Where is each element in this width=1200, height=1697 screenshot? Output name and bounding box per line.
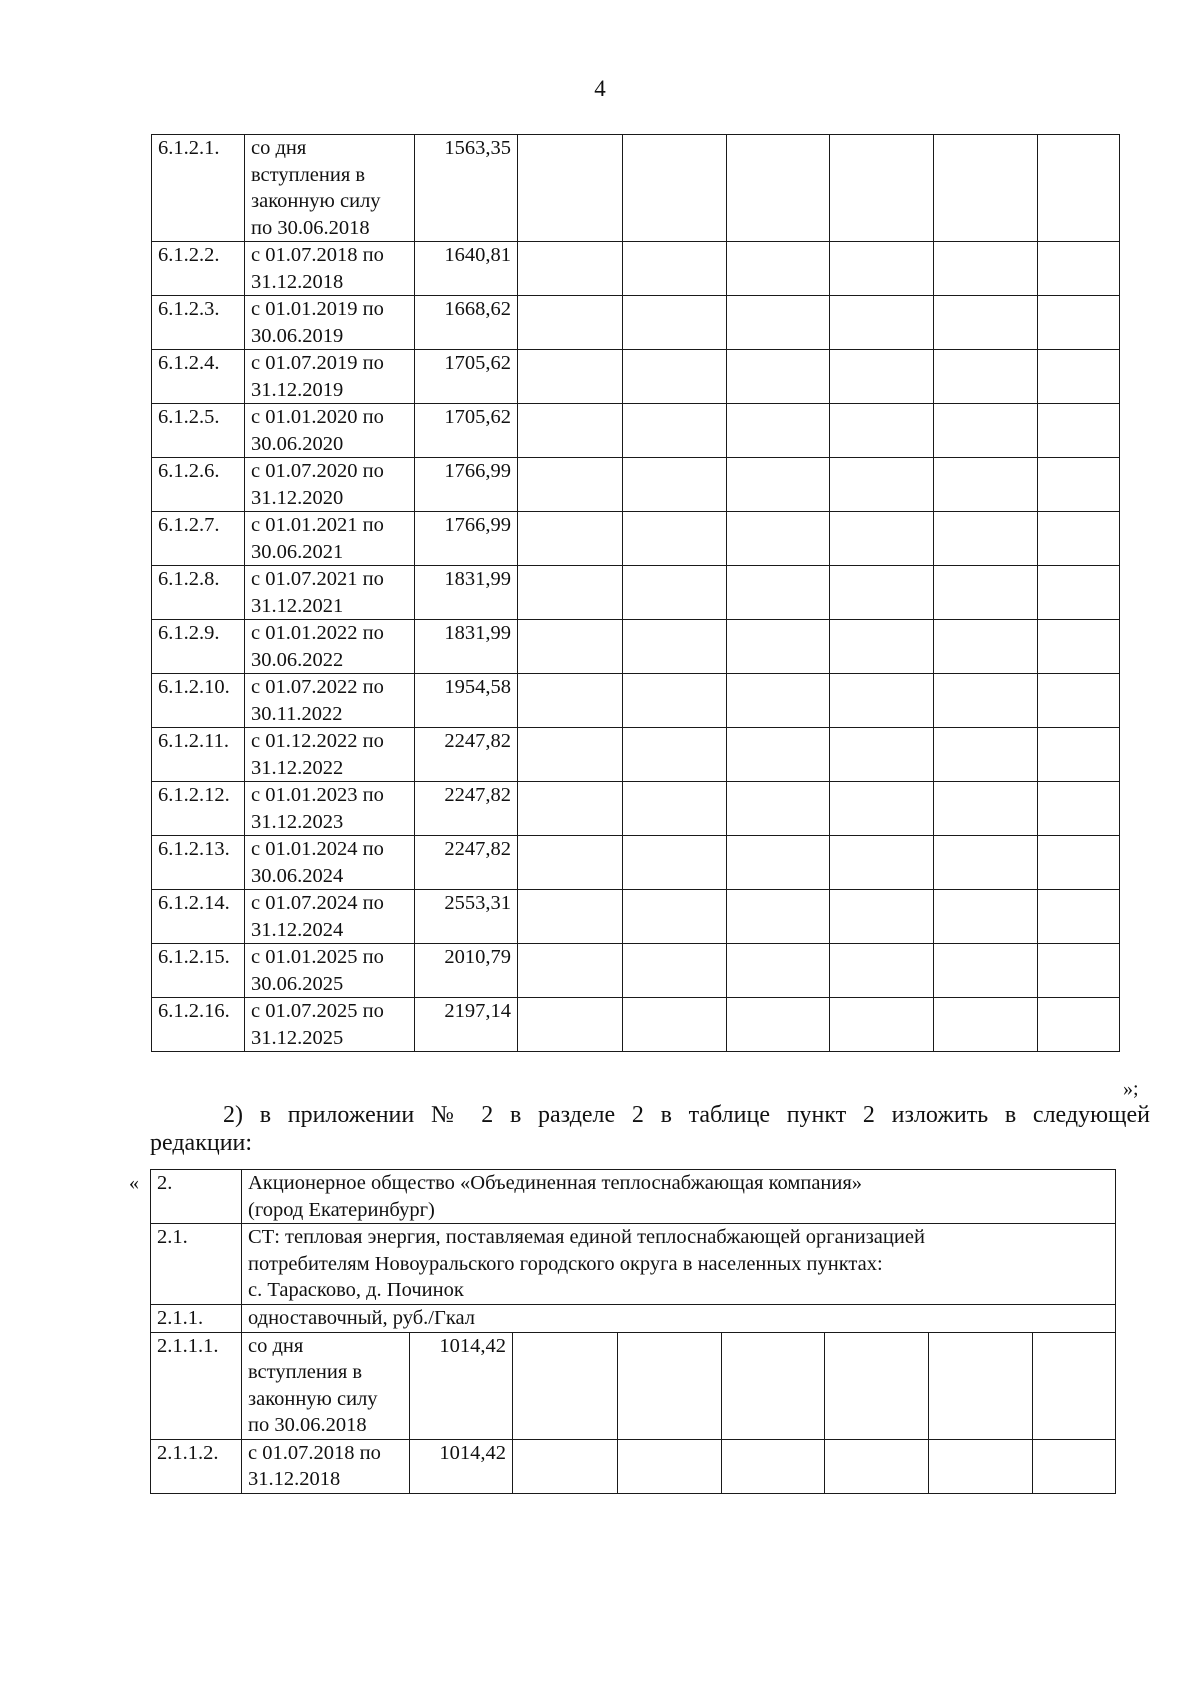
header-text-cell [242,1170,1116,1224]
empty-cell [518,512,623,566]
table-row [152,674,1120,728]
empty-cell [1038,998,1120,1052]
period-line: 31.12.2023 [251,810,344,833]
table-row [152,890,1120,944]
empty-cell [727,566,830,620]
period-cell [245,998,415,1052]
empty-cell [1038,350,1120,404]
empty-cell [934,782,1038,836]
table-row [152,620,1120,674]
empty-cell [934,350,1038,404]
empty-cell [623,512,727,566]
empty-cell [623,890,727,944]
empty-cell [1038,782,1120,836]
empty-cell [1038,674,1120,728]
empty-cell [929,1332,1033,1439]
table-row [151,1439,1116,1493]
period-line: 30.06.2025 [251,972,344,995]
table-row [152,458,1120,512]
period-cell [242,1439,410,1493]
empty-cell [623,242,727,296]
empty-cell [623,350,727,404]
empty-cell [727,404,830,458]
empty-cell [623,674,727,728]
period-cell [245,782,415,836]
period-line: с 01.01.2019 по [251,298,384,320]
value-cell: 2247,82 [415,728,518,782]
table-row [152,836,1120,890]
empty-cell [934,404,1038,458]
value-cell: 2010,79 [415,944,518,998]
period-cell [245,944,415,998]
empty-cell [1038,296,1120,350]
empty-cell [722,1439,825,1493]
empty-cell [518,350,623,404]
empty-cell [518,728,623,782]
period-cell [245,458,415,512]
empty-cell [518,404,623,458]
empty-cell [518,944,623,998]
table-row [152,998,1120,1052]
empty-cell [623,836,727,890]
period-line: с 01.01.2023 по [251,784,384,806]
period-cell [245,242,415,296]
value-cell: 2247,82 [415,836,518,890]
empty-cell [727,512,830,566]
header-text-line: одноставочный, руб./Гкал [248,1306,475,1329]
empty-cell [1038,242,1120,296]
period-cell [245,404,415,458]
empty-cell [1038,836,1120,890]
code-cell: 6.1.2.3. [152,296,245,350]
value-cell: 1668,62 [415,296,518,350]
period-cell [245,350,415,404]
code-cell: 6.1.2.12. [152,782,245,836]
period-line: с 01.01.2020 по [251,406,384,428]
empty-cell [623,998,727,1052]
period-cell [245,890,415,944]
empty-cell [830,620,934,674]
empty-cell [727,135,830,242]
period-line: со дня [248,1334,304,1357]
empty-cell [830,674,934,728]
empty-cell [1033,1439,1116,1493]
period-line: по 30.06.2018 [248,1414,367,1436]
empty-cell [623,728,727,782]
header-text-line: Акционерное общество «Объединенная теплоснабжающая компания» [248,1172,863,1194]
table-row [152,135,1120,242]
period-line: 31.12.2021 [251,594,344,617]
empty-cell [1038,620,1120,674]
value-cell: 1705,62 [415,404,518,458]
code-cell: 2. [151,1170,242,1224]
empty-cell [727,728,830,782]
code-cell: 6.1.2.8. [152,566,245,620]
value-cell: 2553,31 [415,890,518,944]
empty-cell [830,458,934,512]
period-line: по 30.06.2018 [251,216,370,239]
empty-cell [934,512,1038,566]
table-row [152,782,1120,836]
empty-cell [727,350,830,404]
period-line: законную силу [251,190,381,212]
empty-cell [518,836,623,890]
header-text-cell [242,1304,1116,1332]
amendment-paragraph [150,1101,1150,1157]
empty-cell [934,728,1038,782]
empty-cell [727,782,830,836]
value-cell: 1954,58 [415,674,518,728]
table-row [152,512,1120,566]
period-line: с 01.07.2019 по [251,352,384,374]
code-cell: 6.1.2.2. [152,242,245,296]
period-line: с 01.01.2024 по [251,838,384,860]
empty-cell [1033,1332,1116,1439]
empty-cell [830,512,934,566]
period-cell [245,296,415,350]
code-cell: 6.1.2.15. [152,944,245,998]
opening-quote: « [129,1172,139,1194]
empty-cell [518,458,623,512]
period-line: 31.12.2020 [251,486,344,509]
header-row [151,1304,1116,1332]
empty-cell [623,404,727,458]
table-row [152,728,1120,782]
period-line: 30.06.2019 [251,324,344,347]
empty-cell [623,782,727,836]
period-line: 31.12.2019 [251,378,344,401]
empty-cell [623,135,727,242]
paragraph-line-2: редакции: [150,1130,253,1156]
empty-cell [618,1332,722,1439]
empty-cell [623,458,727,512]
period-cell [245,674,415,728]
period-line: со дня [251,137,307,159]
value-cell: 1640,81 [415,242,518,296]
empty-cell [727,890,830,944]
period-line: с 01.07.2020 по [251,460,384,482]
empty-cell [727,242,830,296]
header-text-line: потребителям Новоуральского городского округа в населенных пунктах: [248,1252,883,1275]
period-line: законную силу [248,1387,378,1410]
value-cell: 2247,82 [415,782,518,836]
empty-cell [518,296,623,350]
empty-cell [830,728,934,782]
table-row [152,350,1120,404]
code-cell: 6.1.2.7. [152,512,245,566]
empty-cell [518,674,623,728]
period-line: с 01.07.2025 по [251,1000,384,1022]
empty-cell [727,836,830,890]
empty-cell [1038,404,1120,458]
empty-cell [934,566,1038,620]
empty-cell [1038,728,1120,782]
period-line: вступления в [251,163,366,186]
value-cell: 1014,42 [410,1439,513,1493]
empty-cell [1038,512,1120,566]
empty-cell [727,458,830,512]
empty-cell [518,135,623,242]
empty-cell [518,566,623,620]
code-cell: 6.1.2.10. [152,674,245,728]
table-row [152,566,1120,620]
empty-cell [830,782,934,836]
period-line: 30.06.2020 [251,432,344,455]
code-cell: 6.1.2.5. [152,404,245,458]
empty-cell [825,1332,929,1439]
period-line: с 01.07.2018 по [248,1441,381,1464]
empty-cell [934,458,1038,512]
empty-cell [623,620,727,674]
empty-cell [618,1439,722,1493]
empty-cell [934,135,1038,242]
empty-cell [1038,944,1120,998]
empty-cell [727,674,830,728]
empty-cell [518,242,623,296]
empty-cell [513,1332,618,1439]
code-cell: 6.1.2.4. [152,350,245,404]
header-text-line: (город Екатеринбург) [248,1198,435,1221]
period-line: с 01.07.2022 по [251,676,384,698]
empty-cell [727,296,830,350]
header-row [151,1170,1116,1224]
empty-cell [623,944,727,998]
period-cell [245,728,415,782]
empty-cell [513,1439,618,1493]
empty-cell [830,135,934,242]
closing-quote: »; [1123,1078,1139,1100]
period-cell [245,566,415,620]
empty-cell [1038,458,1120,512]
period-cell [245,836,415,890]
value-cell: 1705,62 [415,350,518,404]
empty-cell [1038,135,1120,242]
empty-cell [825,1439,929,1493]
table-row [152,944,1120,998]
empty-cell [830,404,934,458]
tariff-table-6-1-2 [151,134,1120,1052]
empty-cell [518,620,623,674]
period-line: 30.11.2022 [251,702,343,725]
value-cell: 1831,99 [415,566,518,620]
empty-cell [830,944,934,998]
period-cell [245,512,415,566]
table-row [152,404,1120,458]
period-line: вступления в [248,1361,363,1383]
table-row [152,242,1120,296]
empty-cell [830,890,934,944]
empty-cell [934,998,1038,1052]
code-cell: 6.1.2.6. [152,458,245,512]
empty-cell [727,944,830,998]
value-cell: 1831,99 [415,620,518,674]
period-line: 31.12.2018 [248,1468,341,1490]
period-line: с 01.01.2022 по [251,622,384,644]
value-cell: 1563,35 [415,135,518,242]
code-cell: 2.1.1.1. [151,1332,242,1439]
period-line: 30.06.2021 [251,540,344,563]
empty-cell [830,296,934,350]
empty-cell [518,782,623,836]
empty-cell [623,296,727,350]
header-text-cell [242,1224,1116,1305]
value-cell: 2197,14 [415,998,518,1052]
period-line: 31.12.2022 [251,756,344,779]
empty-cell [830,998,934,1052]
value-cell: 1766,99 [415,512,518,566]
empty-cell [934,890,1038,944]
empty-cell [1038,566,1120,620]
empty-cell [934,836,1038,890]
period-line: с 01.07.2024 по [251,892,384,914]
period-cell [245,620,415,674]
code-cell: 6.1.2.16. [152,998,245,1052]
page-number: 4 [594,76,606,101]
empty-cell [518,998,623,1052]
empty-cell [727,998,830,1052]
period-line: 31.12.2024 [251,918,344,941]
empty-cell [830,836,934,890]
code-cell: 6.1.2.1. [152,135,245,242]
code-cell: 2.1.1.2. [151,1439,242,1493]
period-line: с 01.07.2021 по [251,568,384,590]
value-cell: 1014,42 [410,1332,513,1439]
empty-cell [830,350,934,404]
empty-cell [1038,890,1120,944]
empty-cell [722,1332,825,1439]
paragraph-line-1: 2) в приложении № 2 в разделе 2 в таблице пункт 2 изложить в следующей [223,1102,1150,1128]
code-cell: 2.1.1. [151,1304,242,1332]
value-cell: 1766,99 [415,458,518,512]
period-line: с 01.07.2018 по [251,244,384,266]
code-cell: 6.1.2.11. [152,728,245,782]
empty-cell [929,1439,1033,1493]
empty-cell [830,566,934,620]
header-row [151,1224,1116,1305]
code-cell: 6.1.2.13. [152,836,245,890]
period-cell [245,135,415,242]
header-text-line: СТ: тепловая энергия, поставляемая единой теплоснабжающей организацией [248,1226,925,1248]
tariff-table-2 [150,1169,1116,1494]
table-row [152,296,1120,350]
empty-cell [830,242,934,296]
empty-cell [934,674,1038,728]
code-cell: 6.1.2.14. [152,890,245,944]
period-line: 31.12.2018 [251,270,344,293]
code-cell: 6.1.2.9. [152,620,245,674]
table-row [151,1332,1116,1439]
empty-cell [518,890,623,944]
empty-cell [934,296,1038,350]
period-line: с 01.01.2021 по [251,514,384,536]
period-line: 30.06.2024 [251,864,344,887]
empty-cell [934,944,1038,998]
header-text-line: с. Тарасково, д. Починок [248,1279,464,1301]
empty-cell [934,242,1038,296]
period-line: с 01.01.2025 по [251,946,384,968]
code-cell: 2.1. [151,1224,242,1305]
period-line: 31.12.2025 [251,1026,344,1049]
empty-cell [727,620,830,674]
period-line: с 01.12.2022 по [251,730,384,752]
empty-cell [623,566,727,620]
empty-cell [934,620,1038,674]
period-cell [242,1332,410,1439]
period-line: 30.06.2022 [251,648,344,671]
